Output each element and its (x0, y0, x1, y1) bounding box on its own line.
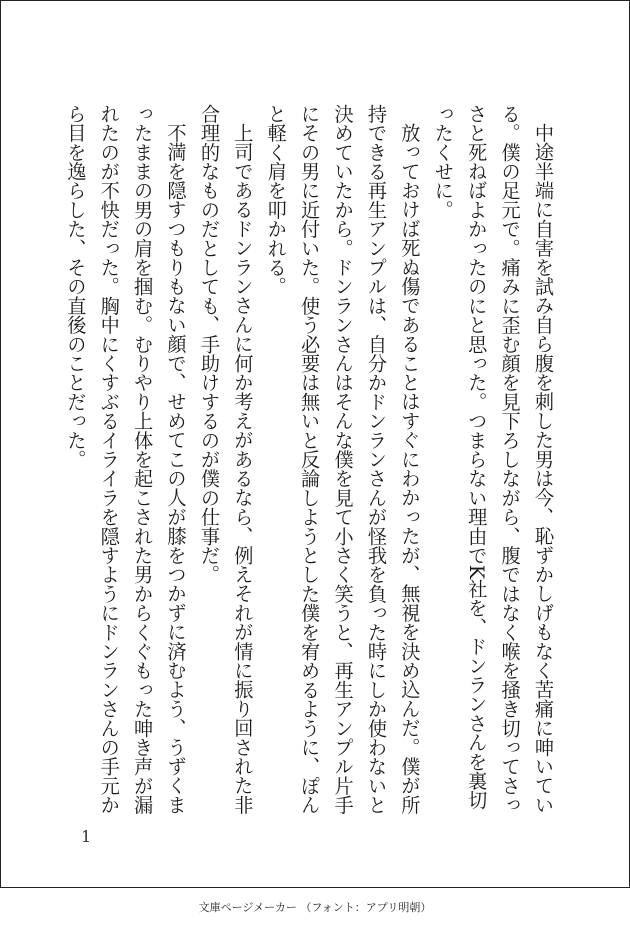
vertical-text-body (59, 104, 560, 824)
footer-credit: 文庫ページメーカー （フォント：アプリ明朝） (198, 901, 432, 914)
page-number: 1 (81, 827, 92, 846)
paragraph-3: 上司であるドンランさんに何か考えがあるなら、例えそれが情に振り回された非合理的なものだとしても、手助けするのが僕の仕事だ。 (197, 104, 255, 815)
paragraph-1: 中途半端に自害を試み自ら腹を刺した男は今、恥ずかしげもなく苦痛に呻いている。僕の足元で。痛みに歪む顔を見下ろしながら、腹ではなく喉を掻き切ってさっさと死ねばよかったのにと思った。つまらない理由でK社を、ドンランさんを裏切ったくせに。 (431, 104, 555, 815)
paragraph-4: 不満を隠すつもりもない顔で、せめてこの人が膝をつかずに済むよう、うずくまったままの男の肩を掴む。むりやり上体を起こされた男からくぐもった呻き声が漏れたのが不快だった。胸中にくすぶるイライラを隠すようにドンランさんの手元から目を逸らした、その直後のことだった。 (64, 104, 188, 815)
paragraph-2: 放っておけば死ぬ傷であることはすぐにわかったが、無視を決め込んだ。僕が所持できる再生アンプルは、自分かドンランさんが怪我を負った時にしか使わないと決めていたから。ドンランさんはそんな僕を見て小さく笑うと、再生アンプル片手にその男に近付いた。使う必要は無いと反論しようとした僕を宥めるように、ぽんと軽く肩を叩かれる。 (264, 104, 422, 815)
